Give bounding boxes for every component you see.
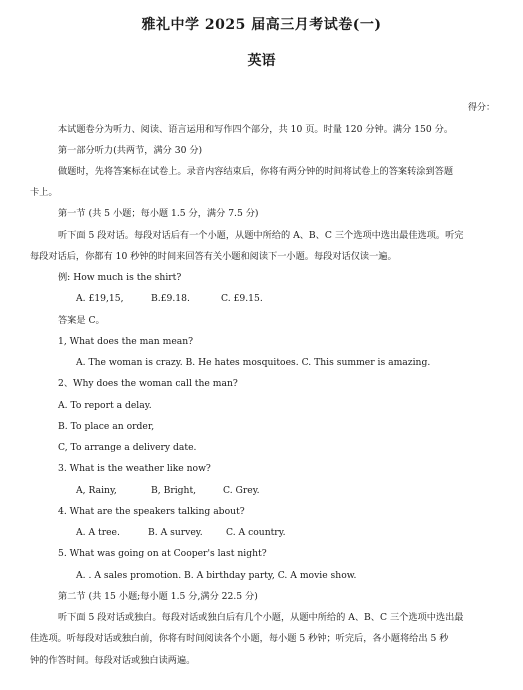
option-c: C. A country.	[226, 527, 286, 538]
question-4: 4. What are the speakers talking about?	[58, 506, 245, 517]
exam-title: 雅礼中学 2025 届高三月考试卷(一)	[141, 17, 382, 33]
option-a: A. A tree.	[76, 527, 120, 538]
option-a: A, Rainy,	[76, 485, 117, 496]
listening-instruction: 做题时，先将答案标在试卷上。录音内容结束后，你将有两分钟的时间将试卷上的答案转涂到答题	[58, 166, 454, 177]
intro-line: 本试题卷分为听力、阅读、语言运用和写作四个部分，共 10 页。时量 120 分钟。满分 150 分。	[58, 124, 454, 135]
question-2: 2、Why does the woman call the man?	[58, 378, 238, 389]
question-5-options: A. . A sales promotion. B. A birthday party, C. A movie show.	[76, 570, 357, 581]
option-a: A. £19,15,	[76, 293, 124, 304]
section2-instruction-cont: 佳选项。听每段对话或独白前，你将有时间阅读各个小题，每小题 5 秒钟；听完后，各小题将给出 5 秒	[30, 633, 449, 644]
section2-instruction: 听下面 5 段对话或独白。每段对话或独白后有几个小题，从题中所给的 A、B、C 三个选项中选出最	[58, 612, 464, 623]
section1-instruction-cont: 每段对话后，你都有 10 秒钟的时间来回答有关小题和阅读下一小题。每段对话仅读一遍。	[30, 251, 397, 262]
section2-instruction-end: 钟的作答时间。每段对话或独白读两遍。	[30, 655, 196, 666]
question-3-options	[76, 485, 260, 497]
listening-instruction-cont: 卡上。	[30, 187, 58, 198]
section1-heading: 第一节 (共 5 小题；每小题 1.5 分，满分 7.5 分)	[58, 208, 259, 219]
section2-heading: 第二节 (共 15 小题;每小题 1.5 分,满分 22.5 分)	[58, 591, 258, 602]
score-label: 得分：	[467, 103, 495, 113]
section1-instruction: 听下面 5 段对话。每段对话后有一个小题，从题中所给的 A、B、C 三个选项中选出最佳选项。听完	[58, 230, 464, 241]
question-4-options	[76, 527, 286, 539]
option-b: B.£9.18.	[151, 293, 190, 304]
question-1-options: A. The woman is crazy. B. He hates mosquitoes. C. This summer is amazing.	[76, 357, 431, 368]
option-c: C. Grey.	[223, 485, 260, 496]
part1-heading: 第一部分听力(共两节，满分 30 分)	[58, 145, 203, 156]
example-answer: 答案是 C。	[58, 315, 105, 326]
example-options	[76, 293, 263, 305]
question-3: 3. What is the weather like now?	[58, 463, 211, 474]
question-2-option-c: C, To arrange a delivery date.	[58, 442, 197, 453]
question-2-option-a: A. To report a delay.	[58, 400, 152, 411]
option-c: C. £9.15.	[221, 293, 263, 304]
question-5: 5. What was going on at Cooper's last night?	[58, 548, 267, 559]
question-1: 1, What does the man mean?	[58, 336, 194, 347]
option-b: B, Bright,	[151, 485, 197, 496]
question-2-option-b: B. To place an order,	[58, 421, 155, 432]
subject-title: 英语	[247, 53, 276, 69]
option-b: B. A survey.	[148, 527, 203, 538]
example-question: 例: How much is the shirt?	[58, 272, 182, 283]
